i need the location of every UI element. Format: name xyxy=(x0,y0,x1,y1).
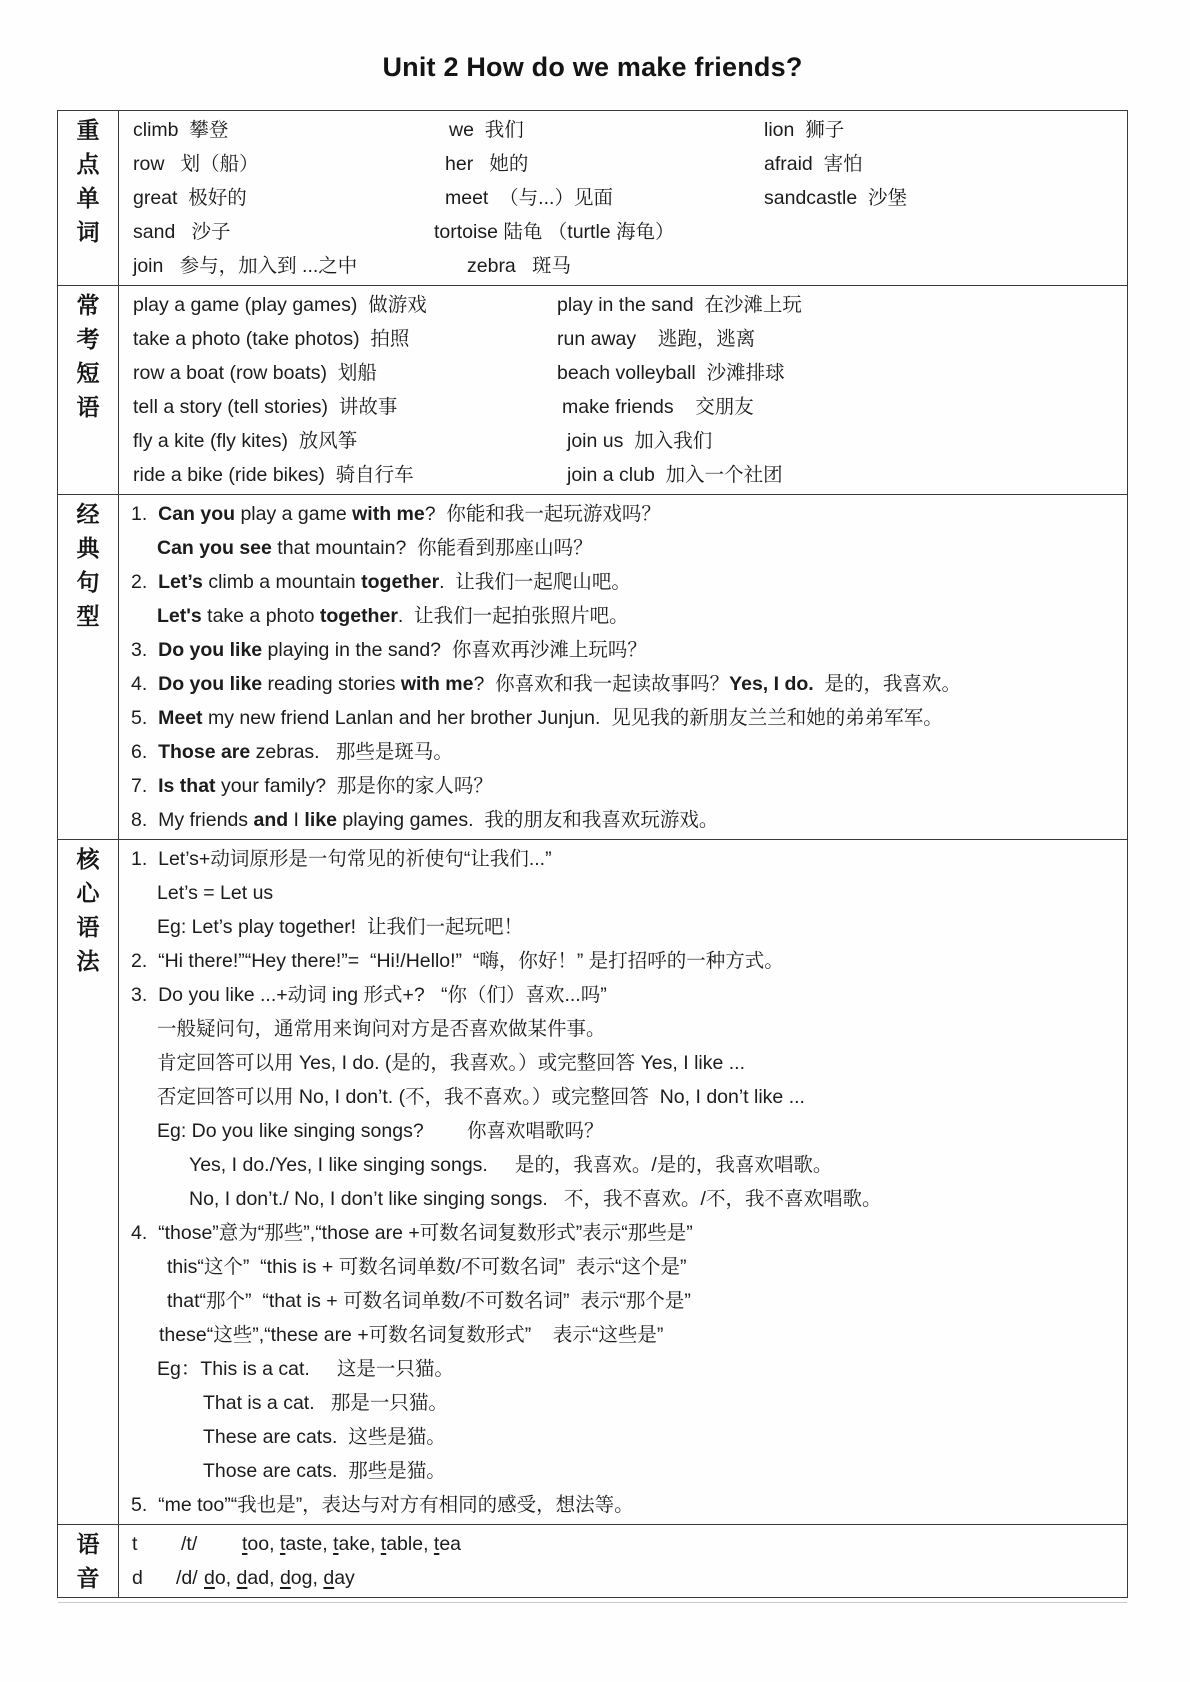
text-segment: climb 攀登 xyxy=(133,119,229,141)
text-segment: t xyxy=(333,1533,339,1555)
label-char: 法 xyxy=(76,948,100,974)
table-line xyxy=(119,944,1127,978)
label-char: 语 xyxy=(76,394,100,420)
text-segment: Those are cats. 那些是猫。 xyxy=(203,1460,446,1482)
text-segment: row 划（船） xyxy=(133,153,259,175)
table-line xyxy=(119,113,1127,147)
text-segment: join 参与，加入到 ...之中 xyxy=(133,255,358,277)
line-cell xyxy=(557,322,755,356)
text-segment: take a photo (take photos) 拍照 xyxy=(133,328,410,350)
table-line xyxy=(119,667,1127,701)
text-segment: ? 你喜欢和我一起读故事吗？ xyxy=(473,673,730,695)
table-line xyxy=(119,1080,1127,1114)
table-line xyxy=(119,497,1127,531)
text-segment: afraid 害怕 xyxy=(764,153,863,175)
text-segment: your family? 那是你的家人吗？ xyxy=(215,775,493,797)
text-segment: we 我们 xyxy=(449,119,524,141)
line-cell xyxy=(764,181,907,215)
text-segment: Meet xyxy=(158,707,203,729)
label-char: 核 xyxy=(76,846,100,872)
text-segment: play a game (play games) 做游戏 xyxy=(133,294,427,316)
text-segment: ride a bike (ride bikes) 骑自行车 xyxy=(133,464,414,486)
text-segment: 4. “those”意为“那些”,“those are +可数名词复数形式”表示“那些是” xyxy=(131,1222,693,1244)
text-segment: beach volleyball 沙滩排球 xyxy=(557,362,785,384)
text-segment: sand 沙子 xyxy=(133,221,231,243)
text-segment: t xyxy=(279,1533,286,1555)
label-char: 词 xyxy=(76,219,100,245)
text-segment: Can you xyxy=(158,503,236,525)
line-cell xyxy=(157,1012,606,1046)
section-row-key-words xyxy=(58,111,1127,285)
label-char: 句 xyxy=(76,569,100,595)
text-segment: ake, xyxy=(338,1533,381,1555)
table-line xyxy=(119,978,1127,1012)
section-label-phonics xyxy=(58,1525,119,1597)
text-segment: 1. xyxy=(131,503,159,525)
table-line xyxy=(119,633,1127,667)
table-line xyxy=(119,1527,1127,1561)
line-cell xyxy=(557,288,802,322)
line-cell xyxy=(467,249,571,283)
line-cell xyxy=(133,113,228,147)
table-line xyxy=(119,1216,1127,1250)
text-segment: and xyxy=(253,809,289,831)
text-segment: Yes, I do./Yes, I like singing songs. 是的，我喜欢。/是的，我喜欢唱歌。 xyxy=(189,1154,833,1176)
label-char: 短 xyxy=(76,360,100,386)
label-char: 语 xyxy=(76,914,100,940)
text-segment: make friends 交朋友 xyxy=(562,396,754,418)
line-cell xyxy=(131,701,943,735)
line-cell xyxy=(133,147,259,181)
label-char: 点 xyxy=(76,151,100,177)
table-line xyxy=(119,1318,1127,1352)
text-segment: take a photo xyxy=(201,605,320,627)
text-segment: great 极好的 xyxy=(133,187,247,209)
section-label-common-phrases xyxy=(58,286,119,494)
table-line xyxy=(119,1148,1127,1182)
table-line xyxy=(119,1561,1127,1595)
text-segment: tortoise 陆龟 （turtle 海龟） xyxy=(434,221,675,243)
line-cell xyxy=(131,735,453,769)
section-content-phonics xyxy=(119,1525,1127,1597)
text-segment: 2. xyxy=(131,571,159,593)
line-cell xyxy=(133,181,247,215)
text-segment: t xyxy=(433,1533,440,1555)
text-segment: that mountain? 你能看到那座山吗？ xyxy=(271,537,593,559)
line-cell xyxy=(131,633,647,667)
text-segment: 3. xyxy=(131,639,159,661)
text-segment: tell a story (tell stories) 讲故事 xyxy=(133,396,398,418)
text-segment: No, I don’t./ No, I don’t like singing songs. 不，我不喜欢。/不，我不喜欢唱歌。 xyxy=(189,1188,882,1210)
text-segment: with me xyxy=(400,673,474,695)
text-segment: I xyxy=(288,809,305,831)
line-cell xyxy=(133,249,357,283)
section-row-core-grammar xyxy=(58,839,1127,1524)
table-line xyxy=(119,1250,1127,1284)
line-cell xyxy=(131,565,631,599)
study-table xyxy=(57,110,1128,1598)
table-line xyxy=(119,701,1127,735)
text-segment: my new friend Lanlan and her brother Junjun. 见见我的新朋友兰兰和她的弟弟军军。 xyxy=(202,707,943,729)
text-segment: ad, xyxy=(247,1567,280,1589)
table-line xyxy=(119,803,1127,837)
text-segment: t xyxy=(380,1533,387,1555)
text-segment: zebra 斑马 xyxy=(467,255,572,277)
text-segment: row a boat (row boats) 划船 xyxy=(133,362,377,384)
text-segment: Eg: Let’s play together! 让我们一起玩吧！ xyxy=(157,916,523,938)
text-segment: playing in the sand? 你喜欢再沙滩上玩吗？ xyxy=(262,639,647,661)
text-segment: ay xyxy=(334,1567,355,1589)
section-label-core-grammar xyxy=(58,840,119,1524)
label-char: 音 xyxy=(76,1565,100,1591)
line-cell xyxy=(242,1527,461,1561)
text-segment: d xyxy=(279,1567,291,1589)
line-cell xyxy=(133,215,231,249)
text-segment: sandcastle 沙堡 xyxy=(764,187,908,209)
section-content-classic-sentences xyxy=(119,495,1127,839)
line-cell xyxy=(764,147,863,181)
table-line xyxy=(119,1284,1127,1318)
text-segment: . 让我们一起拍张照片吧。 xyxy=(397,605,629,627)
line-cell xyxy=(157,531,593,565)
line-cell xyxy=(167,1284,691,1318)
text-segment: join us 加入我们 xyxy=(567,430,713,452)
table-line xyxy=(119,769,1127,803)
line-cell xyxy=(131,944,784,978)
text-segment: 否定回答可以用 No, I don’t. (不，我不喜欢。）或完整回答 No, I don’t like ... xyxy=(157,1086,805,1108)
line-cell xyxy=(131,667,961,701)
table-line xyxy=(119,356,1127,390)
line-cell xyxy=(157,599,629,633)
line-cell xyxy=(181,1527,197,1561)
line-cell xyxy=(157,876,273,910)
text-segment: d xyxy=(132,1567,143,1589)
text-segment: Eg：This is a cat. 这是一只猫。 xyxy=(157,1358,454,1380)
text-segment: 一般疑问句，通常用来询问对方是否喜欢做某件事。 xyxy=(157,1018,606,1040)
line-cell xyxy=(434,215,675,249)
text-segment: playing games. 我的朋友和我喜欢玩游戏。 xyxy=(336,809,719,831)
table-line xyxy=(119,458,1127,492)
text-segment: join a club 加入一个社团 xyxy=(567,464,783,486)
table-line xyxy=(119,1182,1127,1216)
line-cell xyxy=(131,842,552,876)
text-segment: reading stories xyxy=(262,673,401,695)
text-segment: 5. xyxy=(131,707,159,729)
text-segment: 肯定回答可以用 Yes, I do. (是的，我喜欢。）或完整回答 Yes, I like ... xyxy=(157,1052,745,1074)
text-segment: Let's xyxy=(157,605,202,627)
text-segment: with me xyxy=(352,503,425,525)
table-line xyxy=(119,1386,1127,1420)
text-segment: meet （与...）见面 xyxy=(445,187,613,209)
table-line xyxy=(119,1420,1127,1454)
section-content-key-words xyxy=(119,111,1127,285)
line-cell xyxy=(133,288,427,322)
line-cell xyxy=(133,356,377,390)
text-segment: this“这个” “this is + 可数名词单数/不可数名词” 表示“这个是” xyxy=(167,1256,687,1278)
line-cell xyxy=(567,424,712,458)
line-cell xyxy=(203,1454,446,1488)
line-cell xyxy=(557,356,785,390)
text-segment: o, xyxy=(214,1567,237,1589)
table-line xyxy=(119,249,1127,283)
section-label-classic-sentences xyxy=(58,495,119,839)
line-cell xyxy=(189,1148,832,1182)
text-segment: Can you see xyxy=(157,537,272,559)
line-cell xyxy=(133,424,357,458)
line-cell xyxy=(562,390,754,424)
text-segment: Let’s = Let us xyxy=(157,882,274,904)
text-segment: these“这些”,“these are +可数名词复数形式” 表示“这些是” xyxy=(159,1324,664,1346)
text-segment: Is that xyxy=(158,775,216,797)
line-cell xyxy=(189,1182,881,1216)
text-segment: . 让我们一起爬山吧。 xyxy=(439,571,631,593)
table-line xyxy=(119,215,1127,249)
line-cell xyxy=(133,322,409,356)
table-line xyxy=(119,322,1127,356)
line-cell xyxy=(176,1561,198,1595)
table-line xyxy=(119,1488,1127,1522)
line-cell xyxy=(157,1352,454,1386)
section-row-common-phrases xyxy=(58,285,1127,494)
text-segment: 5. “me too”“我也是”，表达与对方有相同的感受，想法等。 xyxy=(131,1494,634,1516)
text-segment: Yes, I do. xyxy=(729,673,814,695)
label-char: 典 xyxy=(76,535,100,561)
line-cell xyxy=(203,1386,448,1420)
text-segment: play a game xyxy=(235,503,353,525)
text-segment: /d/ xyxy=(176,1567,198,1589)
text-segment: climb a mountain xyxy=(202,571,362,593)
table-line xyxy=(119,424,1127,458)
table-line xyxy=(119,390,1127,424)
text-segment: 4. xyxy=(131,673,159,695)
text-segment: ? 你能和我一起玩游戏吗？ xyxy=(424,503,661,525)
text-segment: Let’s xyxy=(158,571,203,593)
line-cell xyxy=(131,497,661,531)
text-segment: together xyxy=(319,605,398,627)
text-segment: zebras. 那些是斑马。 xyxy=(250,741,453,763)
label-char: 考 xyxy=(76,326,100,352)
text-segment: that“那个” “that is + 可数名词单数/不可数名词” 表示“那个是” xyxy=(167,1290,691,1312)
line-cell xyxy=(132,1527,137,1561)
text-segment: These are cats. 这些是猫。 xyxy=(203,1426,446,1448)
page-title: Unit 2 How do we make friends? xyxy=(382,52,803,82)
text-segment: Those are xyxy=(158,741,251,763)
line-cell xyxy=(131,769,493,803)
section-content-core-grammar xyxy=(119,840,1127,1524)
text-segment: run away 逃跑，逃离 xyxy=(557,328,756,350)
text-segment: 1. Let’s+动词原形是一句常见的祈使句“让我们...” xyxy=(131,848,552,870)
line-cell xyxy=(157,910,523,944)
text-segment: That is a cat. 那是一只猫。 xyxy=(203,1392,448,1414)
section-row-phonics xyxy=(58,1524,1127,1597)
text-segment: oo, xyxy=(247,1533,280,1555)
text-segment: t xyxy=(132,1533,138,1555)
section-content-common-phrases xyxy=(119,286,1127,494)
label-char: 心 xyxy=(76,880,100,906)
table-line xyxy=(119,531,1127,565)
text-segment: t xyxy=(242,1533,248,1555)
line-cell xyxy=(132,1561,143,1595)
text-segment: og, xyxy=(290,1567,324,1589)
section-label-key-words xyxy=(58,111,119,285)
text-segment: Do you like xyxy=(158,639,263,661)
table-line xyxy=(119,181,1127,215)
line-cell xyxy=(157,1046,745,1080)
table-line xyxy=(119,842,1127,876)
line-cell xyxy=(157,1080,805,1114)
label-char: 经 xyxy=(76,501,100,527)
text-segment: like xyxy=(304,809,337,831)
label-char: 常 xyxy=(76,292,100,318)
line-cell xyxy=(157,1114,604,1148)
text-segment: ea xyxy=(439,1533,462,1555)
text-segment: 8. My friends xyxy=(131,809,254,831)
line-cell xyxy=(203,1420,446,1454)
line-cell xyxy=(133,390,397,424)
text-segment: able, xyxy=(386,1533,434,1555)
line-cell xyxy=(131,1488,634,1522)
text-segment: 是的，我喜欢。 xyxy=(813,673,962,695)
label-char: 重 xyxy=(76,117,100,143)
label-char: 单 xyxy=(76,185,100,211)
line-cell xyxy=(131,803,718,837)
line-cell xyxy=(159,1318,663,1352)
table-line xyxy=(119,599,1127,633)
table-line xyxy=(119,910,1127,944)
table-line xyxy=(119,1012,1127,1046)
text-segment: 2. “Hi there!”“Hey there!”= “Hi!/Hello!” “嗨，你好！” 是打招呼的一种方式。 xyxy=(131,950,784,972)
text-segment: /t/ xyxy=(181,1533,198,1555)
line-cell xyxy=(449,113,524,147)
text-segment: 3. Do you like ...+动词 ing 形式+? “你（们）喜欢...吗” xyxy=(131,984,607,1006)
line-cell xyxy=(167,1250,686,1284)
text-segment: d xyxy=(204,1567,215,1589)
text-segment: aste, xyxy=(285,1533,334,1555)
table-line xyxy=(119,147,1127,181)
table-line xyxy=(119,565,1127,599)
table-line xyxy=(119,1046,1127,1080)
text-segment: d xyxy=(323,1567,335,1589)
text-segment: lion 狮子 xyxy=(764,119,845,141)
section-row-classic-sentences xyxy=(58,494,1127,839)
line-cell xyxy=(567,458,783,492)
label-char: 型 xyxy=(76,603,100,629)
table-line xyxy=(119,288,1127,322)
text-segment: 6. xyxy=(131,741,159,763)
line-cell xyxy=(445,181,613,215)
label-char: 语 xyxy=(76,1531,100,1557)
line-cell xyxy=(445,147,528,181)
text-segment: play in the sand 在沙滩上玩 xyxy=(557,294,802,316)
table-line xyxy=(119,1352,1127,1386)
text-segment: Eg: Do you like singing songs? 你喜欢唱歌吗？ xyxy=(157,1120,604,1142)
table-line xyxy=(119,876,1127,910)
text-segment: 7. xyxy=(131,775,159,797)
line-cell xyxy=(133,458,414,492)
text-segment: Do you like xyxy=(158,673,263,695)
table-line xyxy=(119,735,1127,769)
line-cell xyxy=(204,1561,355,1595)
table-line xyxy=(119,1114,1127,1148)
text-segment: fly a kite (fly kites) 放风筝 xyxy=(133,430,358,452)
text-segment: together xyxy=(361,571,440,593)
line-cell xyxy=(131,1216,693,1250)
text-segment: her 她的 xyxy=(445,153,529,175)
line-cell xyxy=(131,978,607,1012)
line-cell xyxy=(764,113,844,147)
text-segment: d xyxy=(236,1567,248,1589)
table-line xyxy=(119,1454,1127,1488)
